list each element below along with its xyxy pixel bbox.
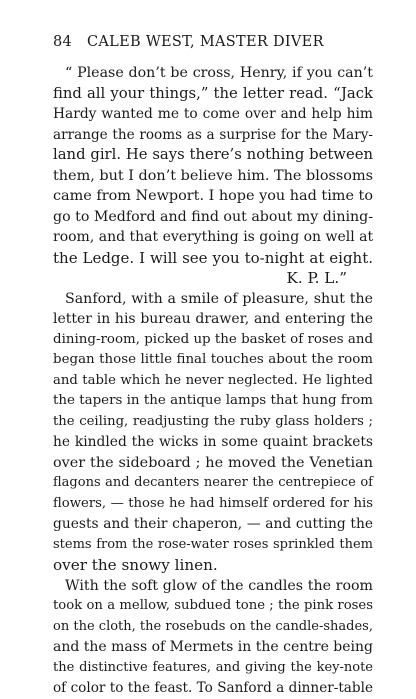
text-line: go to Medford and find out about my dining- xyxy=(53,208,374,225)
text-line: arrange the rooms as a surprise for the Mary- xyxy=(53,126,373,143)
running-head xyxy=(53,34,373,56)
text-line: letter in his bureau drawer, and entering the xyxy=(53,311,373,327)
page-number: 84 xyxy=(53,34,73,50)
text-line: stems from the rose-water roses sprinkled them xyxy=(53,536,373,552)
text-line: land girl. He says there’s nothing between xyxy=(53,146,373,163)
text-line: the Ledge. I will see you to-night at eight. xyxy=(53,248,373,267)
text-line: them, but I don’t believe him. The blossoms xyxy=(53,167,373,184)
text-line: guests and their chaperon, — and cutting the xyxy=(53,516,373,532)
text-line: began those little final touches about the room xyxy=(53,352,373,367)
text-line: the ceiling, readjusting the ruby glass holders ; xyxy=(53,413,373,429)
text-line: took on a mellow, subdued tone ; the pink roses xyxy=(53,598,373,613)
text-line: dining-room, picked up the basket of roses and xyxy=(53,331,374,347)
text-line: Sanford, with a smile of pleasure, shut the xyxy=(65,290,373,307)
text-line: With the soft glow of the candles the room xyxy=(65,577,373,594)
text-line: over the snowy linen. xyxy=(53,556,218,574)
text-line: came from Newport. I hope you had time to xyxy=(53,188,373,204)
text-line: flagons and decanters nearer the centrepiece of xyxy=(53,475,373,490)
running-title: CALEB WEST, MASTER DIVER xyxy=(87,34,324,50)
body-text xyxy=(53,63,373,699)
text-line: on the cloth, the rosebuds on the candle-shades, xyxy=(53,618,373,634)
letter-signature: K. P. L.” xyxy=(286,269,347,287)
text-line: the tapers in the antique lamps that hung from xyxy=(53,393,373,408)
text-line: Hardy wanted me to come over and help him xyxy=(53,106,373,122)
text-line: flowers, — those he had himself ordered for his xyxy=(53,495,373,511)
book-page xyxy=(53,34,373,699)
text-line: the distinctive features, and giving the key-note xyxy=(53,659,373,675)
text-line: and table which he never neglected. He lighted xyxy=(53,372,373,388)
text-line: over the sideboard ; he moved the Venetian xyxy=(53,454,373,471)
text-line: he kindled the wicks in some quaint brackets xyxy=(53,434,373,450)
text-line: find all your things,” the letter read. “Jack xyxy=(53,84,373,102)
text-line: room, and that everything is going on well at xyxy=(53,229,374,245)
text-line: of color to the feast. To Sanford a dinner-table xyxy=(53,680,373,696)
text-line: “ Please don’t be cross, Henry, if you can’t xyxy=(65,65,373,81)
text-line: and the mass of Mermets in the centre being xyxy=(53,639,374,655)
